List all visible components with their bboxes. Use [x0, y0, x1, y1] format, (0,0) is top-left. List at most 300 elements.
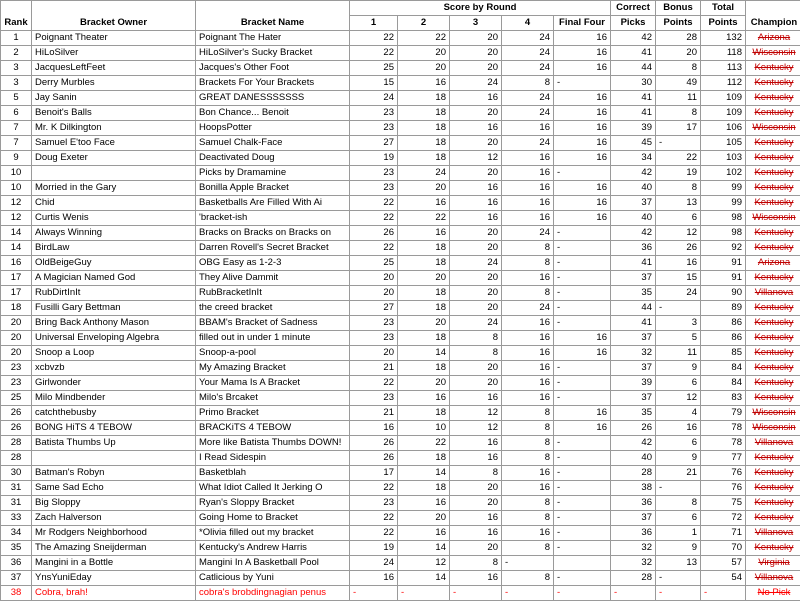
cell-champion: Kentucky — [746, 376, 800, 391]
cell-round-2: 16 — [398, 391, 450, 406]
cell-final-four: 16 — [554, 151, 611, 166]
cell-round-1: 26 — [350, 226, 398, 241]
cell-round-1: 20 — [350, 286, 398, 301]
table-row — [1, 541, 800, 556]
cell-round-2: 18 — [398, 361, 450, 376]
cell-round-4: 24 — [502, 136, 554, 151]
cell-final-four: 16 — [554, 196, 611, 211]
cell-rank: 3 — [1, 76, 32, 91]
cell-champion: Wisconsin — [746, 46, 800, 61]
cell-owner: Girlwonder — [32, 376, 196, 391]
cell-owner: A Magician Named God — [32, 271, 196, 286]
cell-owner: RubDirtInIt — [32, 286, 196, 301]
cell-bracket-name: Basketballs Are Filled With Ai — [196, 196, 350, 211]
cell-round-4: 8 — [502, 241, 554, 256]
cell-rank: 20 — [1, 331, 32, 346]
cell-bracket-name: cobra's brobdingnagian penus — [196, 586, 350, 601]
cell-round-3: 16 — [450, 121, 502, 136]
cell-rank: 18 — [1, 301, 32, 316]
table-row — [1, 211, 800, 226]
header-champion: Champion — [746, 1, 800, 31]
cell-round-3: 16 — [450, 511, 502, 526]
cell-total-points: 109 — [701, 106, 746, 121]
cell-owner: BirdLaw — [32, 241, 196, 256]
table-row — [1, 61, 800, 76]
cell-round-3: 16 — [450, 181, 502, 196]
header-total-1: Total — [701, 1, 746, 16]
cell-final-four: - — [554, 226, 611, 241]
cell-rank: 12 — [1, 196, 32, 211]
cell-final-four: - — [554, 361, 611, 376]
cell-rank: 2 — [1, 46, 32, 61]
cell-correct-picks: 37 — [611, 271, 656, 286]
cell-rank: 14 — [1, 241, 32, 256]
cell-round-2: 18 — [398, 136, 450, 151]
cell-round-1: 24 — [350, 91, 398, 106]
table-row — [1, 301, 800, 316]
cell-round-3: 20 — [450, 541, 502, 556]
cell-round-1: 16 — [350, 571, 398, 586]
cell-correct-picks: 41 — [611, 106, 656, 121]
cell-bonus-points: 8 — [656, 181, 701, 196]
table-row — [1, 121, 800, 136]
cell-bracket-name: Poignant The Hater — [196, 31, 350, 46]
cell-champion: Kentucky — [746, 541, 800, 556]
cell-bracket-name: Bon Chance... Benoit — [196, 106, 350, 121]
cell-round-3: 16 — [450, 436, 502, 451]
cell-rank: 25 — [1, 391, 32, 406]
cell-bracket-name: Bracks on Bracks on Bracks on — [196, 226, 350, 241]
cell-round-1: 23 — [350, 331, 398, 346]
cell-round-1: 23 — [350, 106, 398, 121]
cell-total-points: 79 — [701, 406, 746, 421]
cell-round-3: 16 — [450, 451, 502, 466]
cell-bracket-name: RubBracketInIt — [196, 286, 350, 301]
cell-round-1: 20 — [350, 271, 398, 286]
cell-correct-picks: 39 — [611, 121, 656, 136]
cell-round-2: 18 — [398, 481, 450, 496]
cell-round-2: 18 — [398, 121, 450, 136]
cell-round-3: 20 — [450, 241, 502, 256]
cell-correct-picks: 44 — [611, 301, 656, 316]
cell-final-four: - — [554, 481, 611, 496]
cell-round-2: 14 — [398, 466, 450, 481]
cell-correct-picks: 40 — [611, 451, 656, 466]
cell-bonus-points: 12 — [656, 226, 701, 241]
cell-owner — [32, 451, 196, 466]
cell-round-1: 15 — [350, 76, 398, 91]
cell-bracket-name: OBG Easy as 1-2-3 — [196, 256, 350, 271]
cell-correct-picks: 37 — [611, 331, 656, 346]
table-row — [1, 91, 800, 106]
cell-final-four: 16 — [554, 421, 611, 436]
cell-champion: Kentucky — [746, 136, 800, 151]
header-final-four: Final Four — [554, 16, 611, 31]
cell-correct-picks: 41 — [611, 316, 656, 331]
cell-total-points: 132 — [701, 31, 746, 46]
table-row — [1, 46, 800, 61]
cell-round-3: 16 — [450, 91, 502, 106]
cell-round-2: 24 — [398, 166, 450, 181]
cell-bonus-points: - — [656, 481, 701, 496]
cell-round-2: 18 — [398, 91, 450, 106]
cell-champion: No Pick — [746, 586, 800, 601]
cell-total-points: - — [701, 586, 746, 601]
cell-round-4: 24 — [502, 301, 554, 316]
table-row — [1, 286, 800, 301]
cell-rank: 10 — [1, 166, 32, 181]
cell-round-4: 24 — [502, 91, 554, 106]
cell-round-4: 16 — [502, 391, 554, 406]
header-correct-2: Picks — [611, 16, 656, 31]
cell-round-1: 19 — [350, 151, 398, 166]
table-row — [1, 526, 800, 541]
header-bracket-name: Bracket Name — [196, 1, 350, 31]
cell-final-four: - — [554, 241, 611, 256]
cell-bonus-points: 6 — [656, 511, 701, 526]
cell-round-1: 22 — [350, 511, 398, 526]
cell-final-four: - — [554, 586, 611, 601]
table-row — [1, 556, 800, 571]
cell-rank: 38 — [1, 586, 32, 601]
cell-round-1: 27 — [350, 301, 398, 316]
cell-bracket-name: filled out in under 1 minute — [196, 331, 350, 346]
cell-round-1: 27 — [350, 136, 398, 151]
cell-bonus-points: 28 — [656, 31, 701, 46]
cell-total-points: 105 — [701, 136, 746, 151]
cell-total-points: 106 — [701, 121, 746, 136]
cell-owner: Snoop a Loop — [32, 346, 196, 361]
cell-bonus-points: 9 — [656, 451, 701, 466]
cell-round-3: 12 — [450, 151, 502, 166]
cell-round-4: 16 — [502, 121, 554, 136]
cell-correct-picks: 37 — [611, 361, 656, 376]
cell-round-2: 22 — [398, 436, 450, 451]
cell-bracket-name: Basketblah — [196, 466, 350, 481]
cell-bracket-name: Mangini In A Basketball Pool — [196, 556, 350, 571]
cell-correct-picks: 34 — [611, 151, 656, 166]
cell-rank: 31 — [1, 481, 32, 496]
cell-final-four: - — [554, 466, 611, 481]
header-bonus-1: Bonus — [656, 1, 701, 16]
cell-correct-picks: 28 — [611, 571, 656, 586]
cell-champion: Kentucky — [746, 346, 800, 361]
cell-bonus-points: 16 — [656, 421, 701, 436]
cell-total-points: 109 — [701, 91, 746, 106]
cell-total-points: 75 — [701, 496, 746, 511]
cell-correct-picks: 35 — [611, 406, 656, 421]
cell-rank: 10 — [1, 181, 32, 196]
cell-bracket-name: *Olivia filled out my bracket — [196, 526, 350, 541]
cell-bracket-name: Your Mama Is A Bracket — [196, 376, 350, 391]
cell-champion: Kentucky — [746, 226, 800, 241]
cell-total-points: 83 — [701, 391, 746, 406]
cell-round-2: 20 — [398, 316, 450, 331]
cell-owner: Mr. K Dilkington — [32, 121, 196, 136]
cell-round-3: 16 — [450, 571, 502, 586]
cell-bracket-name: What Idiot Called It Jerking O — [196, 481, 350, 496]
table-row — [1, 226, 800, 241]
cell-round-1: 22 — [350, 526, 398, 541]
cell-round-2: 22 — [398, 31, 450, 46]
cell-round-3: 20 — [450, 286, 502, 301]
cell-owner: catchthebusby — [32, 406, 196, 421]
cell-bracket-name: Picks by Dramamine — [196, 166, 350, 181]
cell-champion: Arizona — [746, 31, 800, 46]
cell-total-points: 76 — [701, 481, 746, 496]
cell-total-points: 103 — [701, 151, 746, 166]
cell-bracket-name: HiLoSilver's Sucky Bracket — [196, 46, 350, 61]
cell-owner: Batista Thumbs Up — [32, 436, 196, 451]
cell-owner: JacquesLeftFeet — [32, 61, 196, 76]
cell-bonus-points: - — [656, 301, 701, 316]
cell-round-2: 16 — [398, 496, 450, 511]
cell-round-3: 20 — [450, 106, 502, 121]
cell-round-2: 18 — [398, 151, 450, 166]
cell-rank: 3 — [1, 61, 32, 76]
cell-correct-picks: 42 — [611, 166, 656, 181]
cell-round-1: 23 — [350, 391, 398, 406]
cell-owner — [32, 166, 196, 181]
cell-correct-picks: 39 — [611, 376, 656, 391]
cell-rank: 33 — [1, 511, 32, 526]
cell-bracket-name: Deactivated Doug — [196, 151, 350, 166]
cell-final-four: 16 — [554, 136, 611, 151]
cell-round-4: 16 — [502, 331, 554, 346]
cell-round-2: 18 — [398, 241, 450, 256]
cell-rank: 17 — [1, 286, 32, 301]
cell-champion: Kentucky — [746, 196, 800, 211]
cell-bracket-name: GREAT DANESSSSSSS — [196, 91, 350, 106]
cell-correct-picks: 38 — [611, 481, 656, 496]
cell-total-points: 92 — [701, 241, 746, 256]
cell-rank: 17 — [1, 271, 32, 286]
cell-round-2: 16 — [398, 76, 450, 91]
cell-round-4: - — [502, 556, 554, 571]
cell-final-four: - — [554, 496, 611, 511]
cell-final-four: - — [554, 256, 611, 271]
cell-total-points: 72 — [701, 511, 746, 526]
cell-total-points: 86 — [701, 331, 746, 346]
cell-bracket-name: Kentucky's Andrew Harris — [196, 541, 350, 556]
cell-round-1: 21 — [350, 406, 398, 421]
cell-round-3: 8 — [450, 466, 502, 481]
table-row — [1, 256, 800, 271]
cell-total-points: 98 — [701, 211, 746, 226]
cell-champion: Kentucky — [746, 241, 800, 256]
cell-round-4: 8 — [502, 571, 554, 586]
cell-round-4: 16 — [502, 316, 554, 331]
cell-owner: BONG HiTS 4 TEBOW — [32, 421, 196, 436]
cell-round-1: 17 — [350, 466, 398, 481]
cell-final-four: 16 — [554, 106, 611, 121]
cell-final-four: - — [554, 436, 611, 451]
cell-final-four: - — [554, 166, 611, 181]
cell-round-1: 19 — [350, 541, 398, 556]
cell-round-1: 26 — [350, 436, 398, 451]
table-row — [1, 76, 800, 91]
cell-round-3: 8 — [450, 331, 502, 346]
cell-rank: 16 — [1, 256, 32, 271]
header-rank: Rank — [1, 1, 32, 31]
cell-bracket-name: the creed bracket — [196, 301, 350, 316]
cell-owner: Milo Mindbender — [32, 391, 196, 406]
cell-round-3: 20 — [450, 301, 502, 316]
cell-bracket-name: I Read Sidespin — [196, 451, 350, 466]
cell-round-4: 8 — [502, 421, 554, 436]
cell-round-4: 24 — [502, 106, 554, 121]
cell-total-points: 85 — [701, 346, 746, 361]
cell-round-4: 8 — [502, 406, 554, 421]
table-row — [1, 391, 800, 406]
cell-champion: Kentucky — [746, 451, 800, 466]
cell-round-1: 22 — [350, 376, 398, 391]
cell-rank: 23 — [1, 376, 32, 391]
table-row — [1, 331, 800, 346]
cell-champion: Kentucky — [746, 61, 800, 76]
cell-bonus-points: 6 — [656, 211, 701, 226]
cell-champion: Virginia — [746, 556, 800, 571]
cell-total-points: 99 — [701, 181, 746, 196]
cell-champion: Kentucky — [746, 316, 800, 331]
cell-round-4: 16 — [502, 181, 554, 196]
cell-total-points: 112 — [701, 76, 746, 91]
header-score-by-round: Score by Round — [350, 1, 611, 16]
header-total-2: Points — [701, 16, 746, 31]
table-row — [1, 586, 800, 601]
cell-total-points: 113 — [701, 61, 746, 76]
cell-correct-picks: 40 — [611, 181, 656, 196]
cell-champion: Kentucky — [746, 271, 800, 286]
cell-final-four: 16 — [554, 46, 611, 61]
cell-bracket-name: Snoop-a-pool — [196, 346, 350, 361]
cell-champion: Kentucky — [746, 91, 800, 106]
cell-round-1: 21 — [350, 361, 398, 376]
cell-rank: 5 — [1, 91, 32, 106]
cell-bonus-points: 9 — [656, 361, 701, 376]
cell-owner: Same Sad Echo — [32, 481, 196, 496]
cell-bonus-points: - — [656, 586, 701, 601]
cell-bonus-points: 16 — [656, 256, 701, 271]
table-row — [1, 376, 800, 391]
cell-owner: Curtis Wenis — [32, 211, 196, 226]
header-owner: Bracket Owner — [32, 1, 196, 31]
cell-round-2: 18 — [398, 256, 450, 271]
cell-owner: Morried in the Gary — [32, 181, 196, 196]
cell-total-points: 84 — [701, 361, 746, 376]
cell-round-3: 20 — [450, 46, 502, 61]
cell-round-1: 23 — [350, 166, 398, 181]
header-round-1: 1 — [350, 16, 398, 31]
cell-final-four: 16 — [554, 331, 611, 346]
cell-champion: Kentucky — [746, 496, 800, 511]
cell-total-points: 86 — [701, 316, 746, 331]
table-row — [1, 271, 800, 286]
cell-final-four: - — [554, 451, 611, 466]
cell-champion: Kentucky — [746, 391, 800, 406]
cell-round-1: 26 — [350, 451, 398, 466]
cell-round-1: 23 — [350, 496, 398, 511]
cell-round-1: 24 — [350, 556, 398, 571]
cell-round-2: 14 — [398, 346, 450, 361]
cell-correct-picks: 42 — [611, 31, 656, 46]
table-row — [1, 106, 800, 121]
cell-round-2: 18 — [398, 406, 450, 421]
cell-total-points: 84 — [701, 376, 746, 391]
cell-final-four: - — [554, 76, 611, 91]
cell-owner: The Amazing Sneijderman — [32, 541, 196, 556]
cell-round-2: 18 — [398, 106, 450, 121]
cell-final-four: 16 — [554, 346, 611, 361]
cell-round-4: 16 — [502, 271, 554, 286]
cell-round-4: 16 — [502, 466, 554, 481]
cell-bonus-points: 24 — [656, 286, 701, 301]
cell-champion: Kentucky — [746, 181, 800, 196]
table-row — [1, 466, 800, 481]
cell-owner: Bring Back Anthony Mason — [32, 316, 196, 331]
cell-bracket-name: Primo Bracket — [196, 406, 350, 421]
cell-round-4: 16 — [502, 151, 554, 166]
cell-bonus-points: 22 — [656, 151, 701, 166]
cell-round-2: 18 — [398, 286, 450, 301]
cell-correct-picks: 35 — [611, 286, 656, 301]
cell-round-3: 20 — [450, 61, 502, 76]
cell-round-2: 14 — [398, 541, 450, 556]
cell-round-3: 16 — [450, 196, 502, 211]
cell-rank: 20 — [1, 346, 32, 361]
cell-correct-picks: 41 — [611, 91, 656, 106]
cell-round-4: 24 — [502, 46, 554, 61]
cell-round-3: 24 — [450, 316, 502, 331]
cell-rank: 34 — [1, 526, 32, 541]
cell-correct-picks: 42 — [611, 226, 656, 241]
cell-owner: Batman's Robyn — [32, 466, 196, 481]
cell-total-points: 89 — [701, 301, 746, 316]
cell-round-3: 20 — [450, 271, 502, 286]
cell-final-four: - — [554, 511, 611, 526]
cell-bonus-points: - — [656, 136, 701, 151]
cell-round-3: 20 — [450, 361, 502, 376]
header-round-4: 4 — [502, 16, 554, 31]
table-row — [1, 346, 800, 361]
cell-rank: 35 — [1, 541, 32, 556]
cell-bracket-name: Milo's Brcaket — [196, 391, 350, 406]
cell-bracket-name: BBAM's Bracket of Sadness — [196, 316, 350, 331]
cell-bracket-name: 'bracket-ish — [196, 211, 350, 226]
cell-final-four: - — [554, 571, 611, 586]
table-row — [1, 406, 800, 421]
cell-bracket-name: BRACKiTS 4 TEBOW — [196, 421, 350, 436]
cell-round-2: 22 — [398, 211, 450, 226]
cell-final-four: - — [554, 376, 611, 391]
cell-round-3: 24 — [450, 76, 502, 91]
cell-final-four: 16 — [554, 91, 611, 106]
cell-rank: 12 — [1, 211, 32, 226]
cell-rank: 1 — [1, 31, 32, 46]
cell-champion: Villanova — [746, 571, 800, 586]
cell-bonus-points: 17 — [656, 121, 701, 136]
cell-total-points: 98 — [701, 226, 746, 241]
table-row — [1, 196, 800, 211]
table-row — [1, 511, 800, 526]
cell-final-four: - — [554, 316, 611, 331]
cell-owner: Chid — [32, 196, 196, 211]
table-row — [1, 481, 800, 496]
cell-round-3: 20 — [450, 376, 502, 391]
cell-rank: 26 — [1, 421, 32, 436]
cell-round-2: 18 — [398, 451, 450, 466]
cell-bonus-points: - — [656, 571, 701, 586]
